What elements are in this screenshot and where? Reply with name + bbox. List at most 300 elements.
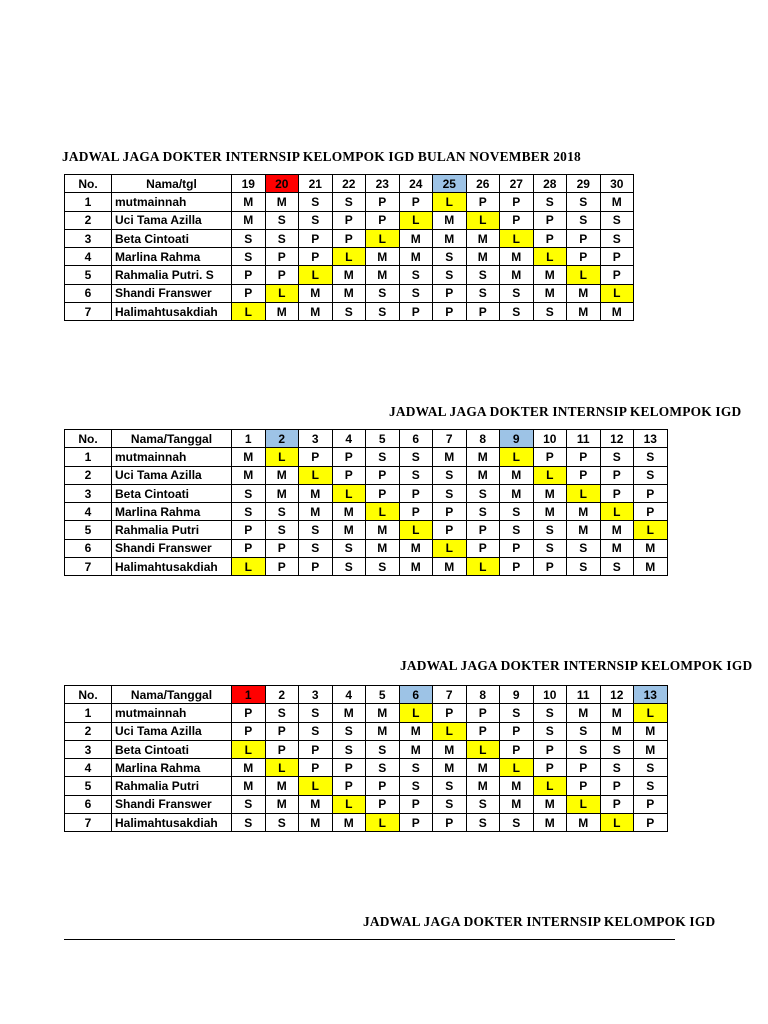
- column-header-date: 19: [232, 175, 266, 193]
- column-header-date: 2: [265, 430, 299, 448]
- column-header-date: 2: [265, 686, 299, 704]
- table-row: [65, 211, 634, 229]
- shift-cell: S: [232, 229, 266, 247]
- shift-cell: P: [600, 266, 634, 284]
- table-top-border: [64, 939, 675, 940]
- shift-cell: M: [567, 284, 601, 302]
- shift-cell: S: [533, 193, 567, 211]
- schedule-table-3-viewport: [64, 685, 675, 835]
- shift-cell: S: [600, 558, 634, 576]
- shift-cell: S: [299, 704, 333, 722]
- shift-cell: S: [533, 303, 567, 321]
- shift-cell: S: [332, 539, 366, 557]
- shift-cell: S: [299, 521, 333, 539]
- shift-cell: P: [600, 484, 634, 502]
- doctor-name-cell: Uci Tama Azilla: [112, 466, 232, 484]
- shift-cell: P: [265, 740, 299, 758]
- shift-cell: S: [399, 266, 433, 284]
- column-header-date: 20: [265, 175, 299, 193]
- shift-cell: P: [466, 521, 500, 539]
- shift-cell: M: [366, 722, 400, 740]
- shift-cell: P: [500, 193, 534, 211]
- shift-cell: P: [433, 521, 467, 539]
- shift-cell: P: [433, 814, 467, 832]
- shift-cell: S: [466, 503, 500, 521]
- shift-cell: S: [265, 211, 299, 229]
- column-header-date: 22: [332, 175, 366, 193]
- table-row: [65, 740, 668, 758]
- shift-cell: L: [265, 448, 299, 466]
- shift-cell: S: [567, 539, 601, 557]
- shift-cell: S: [500, 521, 534, 539]
- shift-cell: S: [232, 795, 266, 813]
- shift-cell: M: [466, 448, 500, 466]
- shift-cell: L: [299, 777, 333, 795]
- shift-cell: M: [366, 704, 400, 722]
- table-row: [65, 303, 634, 321]
- shift-cell: S: [366, 558, 400, 576]
- shift-cell: P: [433, 704, 467, 722]
- shift-cell: P: [466, 722, 500, 740]
- shift-cell: L: [634, 521, 668, 539]
- table-row: [65, 484, 668, 502]
- column-header-date: 13: [634, 430, 668, 448]
- column-header-no: No.: [65, 430, 112, 448]
- row-number-cell: 4: [65, 248, 112, 266]
- shift-cell: M: [500, 266, 534, 284]
- shift-cell: L: [232, 303, 266, 321]
- shift-cell: S: [567, 740, 601, 758]
- shift-cell: M: [500, 466, 534, 484]
- shift-cell: M: [600, 521, 634, 539]
- doctor-name-cell: Rahmalia Putri: [112, 521, 232, 539]
- shift-cell: L: [332, 484, 366, 502]
- shift-cell: P: [466, 704, 500, 722]
- shift-cell: P: [232, 284, 266, 302]
- shift-cell: M: [332, 521, 366, 539]
- column-header-date: 11: [567, 430, 601, 448]
- shift-cell: P: [299, 740, 333, 758]
- shift-cell: M: [332, 704, 366, 722]
- shift-cell: P: [433, 284, 467, 302]
- schedule-table-2: [64, 429, 668, 576]
- column-header-name: Nama/Tanggal: [112, 430, 232, 448]
- shift-cell: L: [466, 558, 500, 576]
- shift-cell: L: [366, 503, 400, 521]
- row-number-cell: 1: [65, 448, 112, 466]
- shift-cell: P: [265, 266, 299, 284]
- shift-cell: L: [265, 759, 299, 777]
- shift-cell: L: [600, 503, 634, 521]
- shift-cell: S: [500, 814, 534, 832]
- shift-cell: L: [332, 795, 366, 813]
- table-row: [65, 503, 668, 521]
- shift-cell: S: [634, 759, 668, 777]
- shift-cell: S: [366, 759, 400, 777]
- shift-cell: M: [500, 248, 534, 266]
- shift-cell: M: [232, 759, 266, 777]
- shift-cell: M: [399, 558, 433, 576]
- row-number-cell: 2: [65, 722, 112, 740]
- table-row: [65, 521, 668, 539]
- shift-cell: S: [433, 466, 467, 484]
- shift-cell: S: [567, 193, 601, 211]
- shift-cell: M: [265, 484, 299, 502]
- shift-cell: P: [366, 193, 400, 211]
- shift-cell: P: [265, 722, 299, 740]
- shift-cell: P: [567, 777, 601, 795]
- column-header-date: 6: [399, 430, 433, 448]
- shift-cell: S: [399, 448, 433, 466]
- shift-cell: P: [567, 759, 601, 777]
- shift-cell: P: [232, 704, 266, 722]
- column-header-date: 25: [433, 175, 467, 193]
- row-number-cell: 5: [65, 777, 112, 795]
- shift-cell: S: [533, 521, 567, 539]
- shift-cell: L: [366, 229, 400, 247]
- shift-cell: M: [433, 229, 467, 247]
- shift-cell: M: [533, 284, 567, 302]
- shift-cell: P: [567, 448, 601, 466]
- shift-cell: S: [500, 704, 534, 722]
- shift-cell: M: [332, 503, 366, 521]
- shift-cell: M: [466, 759, 500, 777]
- shift-cell: L: [533, 466, 567, 484]
- shift-cell: L: [600, 814, 634, 832]
- table-row: [65, 248, 634, 266]
- column-header-date: 5: [366, 430, 400, 448]
- shift-cell: M: [567, 814, 601, 832]
- shift-cell: S: [399, 284, 433, 302]
- shift-cell: P: [299, 248, 333, 266]
- shift-cell: P: [232, 722, 266, 740]
- shift-cell: M: [600, 539, 634, 557]
- doctor-name-cell: mutmainnah: [112, 704, 232, 722]
- doctor-name-cell: Beta Cintoati: [112, 484, 232, 502]
- doctor-name-cell: mutmainnah: [112, 448, 232, 466]
- shift-cell: P: [399, 814, 433, 832]
- shift-cell: M: [466, 777, 500, 795]
- shift-cell: M: [366, 539, 400, 557]
- shift-cell: P: [466, 539, 500, 557]
- shift-cell: P: [366, 211, 400, 229]
- shift-cell: S: [366, 448, 400, 466]
- doctor-name-cell: Shandi Franswer: [112, 539, 232, 557]
- shift-cell: M: [567, 704, 601, 722]
- shift-cell: P: [533, 211, 567, 229]
- shift-cell: S: [332, 722, 366, 740]
- shift-cell: S: [299, 722, 333, 740]
- shift-cell: M: [265, 795, 299, 813]
- shift-cell: S: [567, 722, 601, 740]
- row-number-cell: 1: [65, 704, 112, 722]
- shift-cell: P: [332, 759, 366, 777]
- shift-cell: L: [567, 266, 601, 284]
- column-header-no: No.: [65, 686, 112, 704]
- shift-cell: P: [299, 229, 333, 247]
- shift-cell: P: [433, 503, 467, 521]
- shift-cell: S: [433, 266, 467, 284]
- column-header-date: 24: [399, 175, 433, 193]
- shift-cell: M: [366, 521, 400, 539]
- shift-cell: L: [500, 448, 534, 466]
- shift-cell: S: [500, 303, 534, 321]
- shift-cell: L: [466, 740, 500, 758]
- shift-cell: S: [433, 248, 467, 266]
- shift-cell: L: [567, 795, 601, 813]
- shift-cell: M: [433, 558, 467, 576]
- doctor-name-cell: Beta Cintoati: [112, 740, 232, 758]
- shift-cell: M: [634, 740, 668, 758]
- shift-cell: L: [567, 484, 601, 502]
- shift-cell: S: [567, 211, 601, 229]
- column-header-date: 23: [366, 175, 400, 193]
- shift-cell: M: [232, 211, 266, 229]
- shift-cell: M: [265, 303, 299, 321]
- shift-cell: L: [433, 722, 467, 740]
- schedule-title-3: JADWAL JAGA DOKTER INTERNSIP KELOMPOK IGD: [400, 658, 753, 673]
- shift-cell: M: [232, 466, 266, 484]
- row-number-cell: 6: [65, 539, 112, 557]
- shift-cell: M: [265, 193, 299, 211]
- row-number-cell: 5: [65, 266, 112, 284]
- doctor-name-cell: Rahmalia Putri: [112, 777, 232, 795]
- row-number-cell: 7: [65, 558, 112, 576]
- shift-cell: P: [533, 759, 567, 777]
- shift-cell: M: [567, 503, 601, 521]
- shift-cell: S: [232, 814, 266, 832]
- shift-cell: S: [433, 777, 467, 795]
- shift-cell: M: [399, 740, 433, 758]
- table-row: [65, 759, 668, 777]
- shift-cell: P: [634, 795, 668, 813]
- shift-cell: P: [399, 193, 433, 211]
- column-header-name: Nama/Tanggal: [112, 686, 232, 704]
- shift-cell: S: [533, 539, 567, 557]
- table-row: [65, 722, 668, 740]
- shift-cell: M: [533, 795, 567, 813]
- column-header-date: 12: [600, 430, 634, 448]
- row-number-cell: 3: [65, 229, 112, 247]
- shift-cell: S: [232, 503, 266, 521]
- shift-cell: S: [466, 266, 500, 284]
- shift-cell: M: [399, 539, 433, 557]
- shift-cell: M: [399, 722, 433, 740]
- row-number-cell: 7: [65, 814, 112, 832]
- table-row: [65, 558, 668, 576]
- table-row: [65, 777, 668, 795]
- column-header-date: 3: [299, 430, 333, 448]
- row-number-cell: 4: [65, 503, 112, 521]
- shift-cell: M: [299, 484, 333, 502]
- shift-cell: P: [600, 795, 634, 813]
- shift-cell: S: [232, 484, 266, 502]
- shift-cell: S: [265, 503, 299, 521]
- shift-cell: M: [634, 539, 668, 557]
- shift-cell: P: [567, 229, 601, 247]
- shift-cell: S: [600, 229, 634, 247]
- column-header-date: 1: [232, 430, 266, 448]
- shift-cell: S: [399, 466, 433, 484]
- table-row: [65, 814, 668, 832]
- column-header-date: 1: [232, 686, 266, 704]
- shift-cell: S: [265, 704, 299, 722]
- shift-cell: S: [533, 722, 567, 740]
- row-number-cell: 7: [65, 303, 112, 321]
- shift-cell: P: [265, 539, 299, 557]
- shift-cell: S: [232, 248, 266, 266]
- doctor-name-cell: Marlina Rahma: [112, 248, 232, 266]
- shift-cell: P: [533, 229, 567, 247]
- shift-cell: S: [600, 448, 634, 466]
- shift-cell: S: [399, 777, 433, 795]
- column-header-date: 3: [299, 686, 333, 704]
- shift-cell: P: [366, 466, 400, 484]
- shift-cell: P: [567, 248, 601, 266]
- shift-cell: M: [433, 448, 467, 466]
- column-header-date: 4: [332, 686, 366, 704]
- row-number-cell: 3: [65, 484, 112, 502]
- shift-cell: M: [232, 448, 266, 466]
- shift-cell: L: [433, 539, 467, 557]
- shift-cell: P: [634, 814, 668, 832]
- shift-cell: P: [399, 484, 433, 502]
- doctor-name-cell: Uci Tama Azilla: [112, 211, 232, 229]
- column-header-date: 13: [634, 686, 668, 704]
- shift-cell: M: [232, 193, 266, 211]
- shift-cell: S: [433, 484, 467, 502]
- column-header-date: 29: [567, 175, 601, 193]
- shift-cell: P: [500, 539, 534, 557]
- shift-cell: P: [500, 722, 534, 740]
- shift-cell: P: [600, 248, 634, 266]
- shift-cell: L: [332, 248, 366, 266]
- shift-cell: S: [567, 558, 601, 576]
- column-header-name: Nama/tgl: [112, 175, 232, 193]
- doctor-name-cell: Marlina Rahma: [112, 503, 232, 521]
- shift-cell: S: [600, 759, 634, 777]
- shift-cell: M: [332, 284, 366, 302]
- shift-cell: P: [567, 466, 601, 484]
- shift-cell: P: [433, 303, 467, 321]
- row-number-cell: 2: [65, 466, 112, 484]
- shift-cell: P: [500, 211, 534, 229]
- table-row: [65, 229, 634, 247]
- shift-cell: S: [466, 795, 500, 813]
- shift-cell: P: [332, 448, 366, 466]
- shift-cell: P: [466, 193, 500, 211]
- shift-cell: S: [466, 484, 500, 502]
- shift-cell: S: [466, 284, 500, 302]
- shift-cell: S: [433, 795, 467, 813]
- doctor-name-cell: Shandi Franswer: [112, 795, 232, 813]
- table-row: [65, 448, 668, 466]
- shift-cell: S: [265, 521, 299, 539]
- shift-cell: P: [265, 248, 299, 266]
- shift-cell: P: [533, 740, 567, 758]
- column-header-no: No.: [65, 175, 112, 193]
- shift-cell: L: [433, 193, 467, 211]
- shift-cell: L: [232, 740, 266, 758]
- row-number-cell: 6: [65, 284, 112, 302]
- shift-cell: M: [332, 814, 366, 832]
- shift-cell: S: [634, 466, 668, 484]
- shift-cell: M: [500, 484, 534, 502]
- shift-cell: M: [299, 814, 333, 832]
- column-header-date: 28: [533, 175, 567, 193]
- shift-cell: M: [433, 759, 467, 777]
- shift-cell: M: [600, 704, 634, 722]
- column-header-date: 10: [533, 430, 567, 448]
- shift-cell: M: [567, 521, 601, 539]
- schedule-table-1: [64, 174, 634, 321]
- shift-cell: S: [332, 740, 366, 758]
- shift-cell: L: [265, 284, 299, 302]
- shift-cell: M: [299, 795, 333, 813]
- shift-cell: S: [366, 284, 400, 302]
- shift-cell: P: [232, 539, 266, 557]
- shift-cell: S: [399, 759, 433, 777]
- shift-cell: S: [366, 303, 400, 321]
- schedule-title-4: JADWAL JAGA DOKTER INTERNSIP KELOMPOK IGD: [363, 914, 716, 929]
- shift-cell: M: [265, 466, 299, 484]
- table-row: [65, 266, 634, 284]
- doctor-name-cell: Halimahtusakdiah: [112, 558, 232, 576]
- shift-cell: P: [399, 503, 433, 521]
- doctor-name-cell: Rahmalia Putri. S: [112, 266, 232, 284]
- doctor-name-cell: Halimahtusakdiah: [112, 814, 232, 832]
- shift-cell: S: [634, 448, 668, 466]
- column-header-date: 7: [433, 430, 467, 448]
- shift-cell: P: [332, 466, 366, 484]
- table-row: [65, 539, 668, 557]
- shift-cell: M: [500, 795, 534, 813]
- shift-cell: L: [600, 284, 634, 302]
- schedule-table-3: [64, 685, 668, 832]
- shift-cell: M: [600, 722, 634, 740]
- shift-cell: S: [332, 193, 366, 211]
- doctor-name-cell: Halimahtusakdiah: [112, 303, 232, 321]
- table-row: [65, 704, 668, 722]
- shift-cell: L: [533, 248, 567, 266]
- shift-cell: S: [366, 740, 400, 758]
- shift-cell: P: [366, 484, 400, 502]
- row-number-cell: 4: [65, 759, 112, 777]
- column-header-date: 10: [533, 686, 567, 704]
- shift-cell: M: [299, 503, 333, 521]
- shift-cell: M: [265, 777, 299, 795]
- shift-cell: L: [399, 704, 433, 722]
- shift-cell: M: [399, 248, 433, 266]
- shift-cell: P: [500, 558, 534, 576]
- shift-cell: P: [265, 558, 299, 576]
- shift-cell: S: [332, 303, 366, 321]
- column-header-date: 26: [466, 175, 500, 193]
- shift-cell: M: [366, 248, 400, 266]
- shift-cell: L: [500, 229, 534, 247]
- shift-cell: M: [433, 740, 467, 758]
- shift-cell: P: [600, 466, 634, 484]
- shift-cell: M: [399, 229, 433, 247]
- column-header-date: 9: [500, 686, 534, 704]
- shift-cell: P: [366, 777, 400, 795]
- shift-cell: P: [533, 448, 567, 466]
- shift-cell: L: [500, 759, 534, 777]
- shift-cell: S: [500, 503, 534, 521]
- schedule-table-2-viewport: [64, 429, 675, 579]
- schedule-title-2: JADWAL JAGA DOKTER INTERNSIP KELOMPOK IGD: [389, 404, 742, 419]
- column-header-date: 5: [366, 686, 400, 704]
